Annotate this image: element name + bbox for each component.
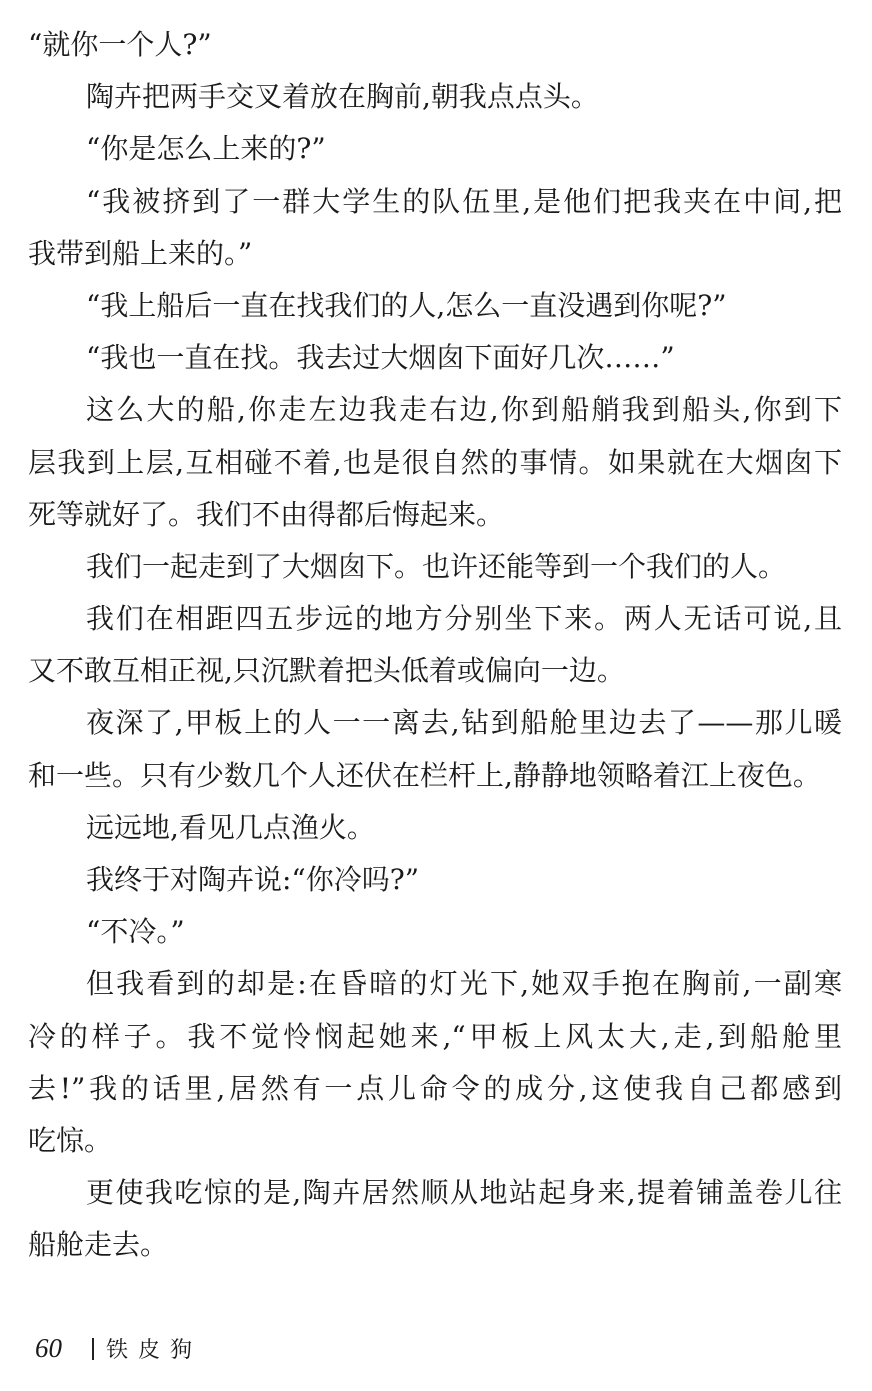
- paragraph: [28, 854, 842, 906]
- paragraph: [28, 384, 842, 541]
- paragraph: [28, 19, 842, 71]
- text-line: 船舱走去。: [28, 1228, 169, 1262]
- text-line: 我们在相距四五步远的地方分别坐下来。两人无话可说,且: [86, 602, 842, 636]
- paragraph: [28, 71, 842, 123]
- paragraph: [28, 593, 842, 697]
- text-line: 这么大的船,你走左边我走右边,你到船艄我到船头,你到下: [86, 393, 842, 427]
- text-line: 死等就好了。我们不由得都后悔起来。: [28, 497, 505, 531]
- text-line: “我被挤到了一群大学生的队伍里,是他们把我夹在中间,把: [86, 184, 842, 218]
- paragraph: [28, 176, 842, 280]
- paragraph: [28, 958, 842, 1167]
- text-line: 我终于对陶卉说:“你冷吗?”: [86, 863, 420, 896]
- paragraph: [28, 802, 842, 854]
- text-line: 和一些。只有少数几个人还伏在栏杆上,静静地领略着江上夜色。: [28, 758, 821, 792]
- text-line: “你是怎么上来的?”: [86, 132, 326, 166]
- text-line: “就你一个人?”: [28, 28, 212, 61]
- text-line: “我也一直在找。我去过大烟囱下面好几次……”: [86, 341, 675, 375]
- paragraph: [28, 697, 842, 801]
- body-text: [28, 19, 842, 1272]
- paragraph: [28, 123, 842, 175]
- text-line: “我上船后一直在找我们的人,怎么一直没遇到你呢?”: [86, 288, 727, 322]
- text-line: 又不敢互相正视,只沉默着把头低着或偏向一边。: [28, 654, 625, 688]
- text-line: 吃惊。: [28, 1123, 113, 1157]
- paragraph: [28, 541, 842, 593]
- page-footer: [35, 1333, 202, 1364]
- text-line: 远远地,看见几点渔火。: [86, 810, 375, 844]
- text-line: 我们一起走到了大烟囱下。也许还能等到一个我们的人。: [86, 549, 787, 583]
- text-line: “不冷。”: [86, 915, 185, 949]
- page-number: 60: [35, 1333, 62, 1363]
- paragraph: [28, 906, 842, 958]
- text-line: 冷的样子。我不觉怜悯起她来,“甲板上风太大,走,到船舱里: [28, 1019, 842, 1053]
- footer-divider: [92, 1338, 94, 1360]
- text-line: 陶卉把两手交叉着放在胸前,朝我点点头。: [86, 80, 599, 114]
- text-line: 更使我吃惊的是,陶卉居然顺从地站起身来,提着铺盖卷儿往: [86, 1176, 842, 1210]
- paragraph: [28, 332, 842, 384]
- paragraph: [28, 280, 842, 332]
- text-line: 但我看到的却是:在昏暗的灯光下,她双手抱在胸前,一副寒: [86, 967, 842, 1001]
- text-line: 夜深了,甲板上的人一一离去,钻到船舱里边去了——那儿暖: [86, 706, 842, 740]
- text-line: 层我到上层,互相碰不着,也是很自然的事情。如果就在大烟囱下: [28, 445, 842, 479]
- text-line: 我带到船上来的。”: [28, 236, 253, 270]
- book-title: 铁皮狗: [106, 1338, 203, 1363]
- text-line: 去!”我的话里,居然有一点儿命令的成分,这使我自己都感到: [28, 1071, 842, 1105]
- paragraph: [28, 1167, 842, 1271]
